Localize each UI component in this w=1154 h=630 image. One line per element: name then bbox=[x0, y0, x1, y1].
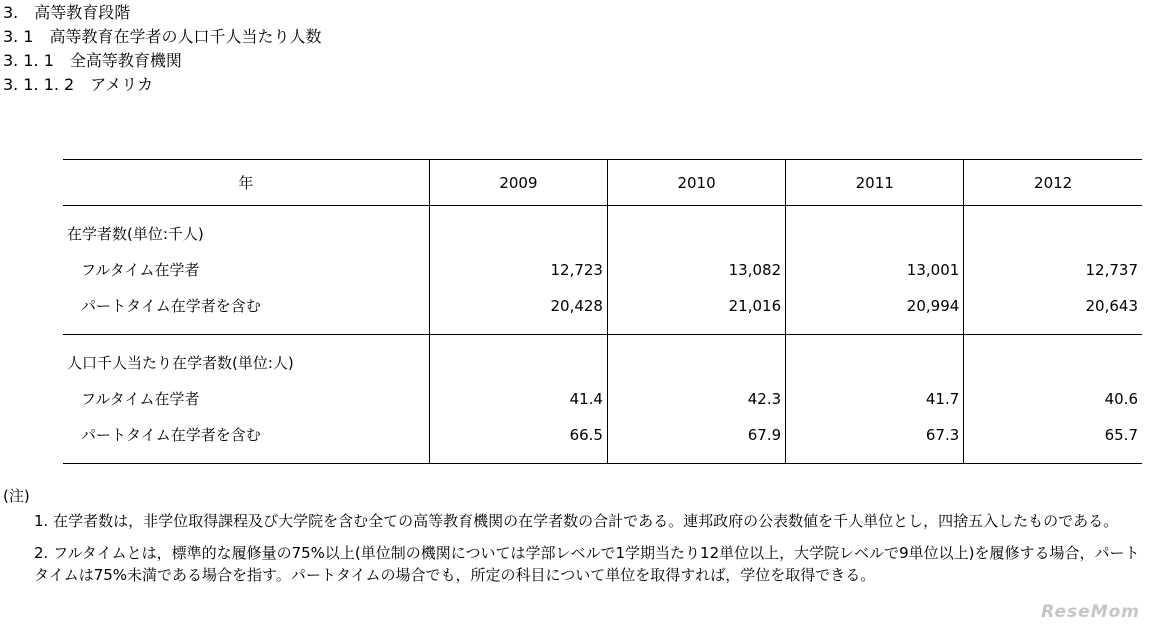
table-cell: 67.9 bbox=[747, 426, 782, 444]
section-headings bbox=[3, 1, 322, 97]
header-year-label: 年 bbox=[63, 160, 429, 206]
notes-section bbox=[3, 486, 1153, 586]
table-cell: 65.7 bbox=[1104, 426, 1138, 444]
header-year-2010: 2010 bbox=[607, 160, 785, 206]
heading-level-1: 3. 高等教育段階 bbox=[3, 3, 131, 22]
table-cell: 13,082 bbox=[728, 261, 782, 279]
column-2009 bbox=[429, 206, 607, 335]
group-per-thousand bbox=[63, 335, 1142, 464]
column-2011 bbox=[786, 206, 964, 335]
notes-title: (注) bbox=[3, 487, 30, 505]
table-cell: 40.6 bbox=[1104, 390, 1138, 408]
header-year-2009: 2009 bbox=[429, 160, 607, 206]
row-label: パートタイム在学者を含む bbox=[81, 297, 261, 315]
table-cell: 20,994 bbox=[906, 297, 960, 315]
header-year-2012: 2012 bbox=[964, 160, 1142, 206]
group-title: 人口千人当たり在学者数(単位:人) bbox=[67, 354, 294, 372]
table-cell: 42.3 bbox=[747, 390, 782, 408]
row-label: フルタイム在学者 bbox=[81, 261, 200, 279]
table-cell: 66.5 bbox=[569, 426, 603, 444]
heading-level-2: 3. 1 高等教育在学者の人口千人当たり人数 bbox=[3, 27, 322, 46]
group-title: 在学者数(単位:千人) bbox=[67, 225, 204, 243]
table-cell: 67.3 bbox=[925, 426, 960, 444]
table-header-row bbox=[63, 160, 1142, 206]
column-2010 bbox=[607, 206, 785, 335]
column-2009 bbox=[429, 335, 607, 464]
table-cell: 41.7 bbox=[925, 390, 960, 408]
table-cell: 12,723 bbox=[550, 261, 603, 279]
row-labels bbox=[63, 335, 429, 464]
table-cell: 13,001 bbox=[906, 261, 960, 279]
group-enrollment bbox=[63, 206, 1142, 335]
row-labels bbox=[63, 206, 429, 335]
note-item: 2. フルタイムとは，標準的な履修量の75%以上(単位制の機関については学部レベルで1学期当たり12単位以上，大学院レベルで9単位以上)を履修する場合，パートタイムは75%未満である場合を指す。パートタイムの場合でも，所定の科目について単位を取得すれば，学位を取得できる。 bbox=[34, 544, 1140, 584]
table-cell: 41.4 bbox=[569, 390, 603, 408]
table-cell: 20,643 bbox=[1085, 297, 1138, 315]
column-2012 bbox=[964, 335, 1142, 464]
heading-level-4: 3. 1. 1. 2 アメリカ bbox=[3, 75, 154, 94]
note-item: 1. 在学者数は，非学位取得課程及び大学院を含む全ての高等教育機関の在学者数の合計である。連邦政府の公表数値を千人単位とし，四捨五入したものである。 bbox=[34, 512, 1119, 530]
table-cell: 20,428 bbox=[550, 297, 603, 315]
row-label: フルタイム在学者 bbox=[81, 390, 200, 408]
column-2012 bbox=[964, 206, 1142, 335]
resemom-watermark-logo: ReseMom bbox=[1041, 602, 1140, 622]
table-cell: 21,016 bbox=[728, 297, 782, 315]
heading-level-3: 3. 1. 1 全高等教育機関 bbox=[3, 51, 182, 70]
header-year-2011: 2011 bbox=[786, 160, 964, 206]
column-2011 bbox=[786, 335, 964, 464]
column-2010 bbox=[607, 335, 785, 464]
row-label: パートタイム在学者を含む bbox=[81, 426, 261, 444]
enrollment-table bbox=[63, 159, 1142, 464]
table-cell: 12,737 bbox=[1085, 261, 1138, 279]
